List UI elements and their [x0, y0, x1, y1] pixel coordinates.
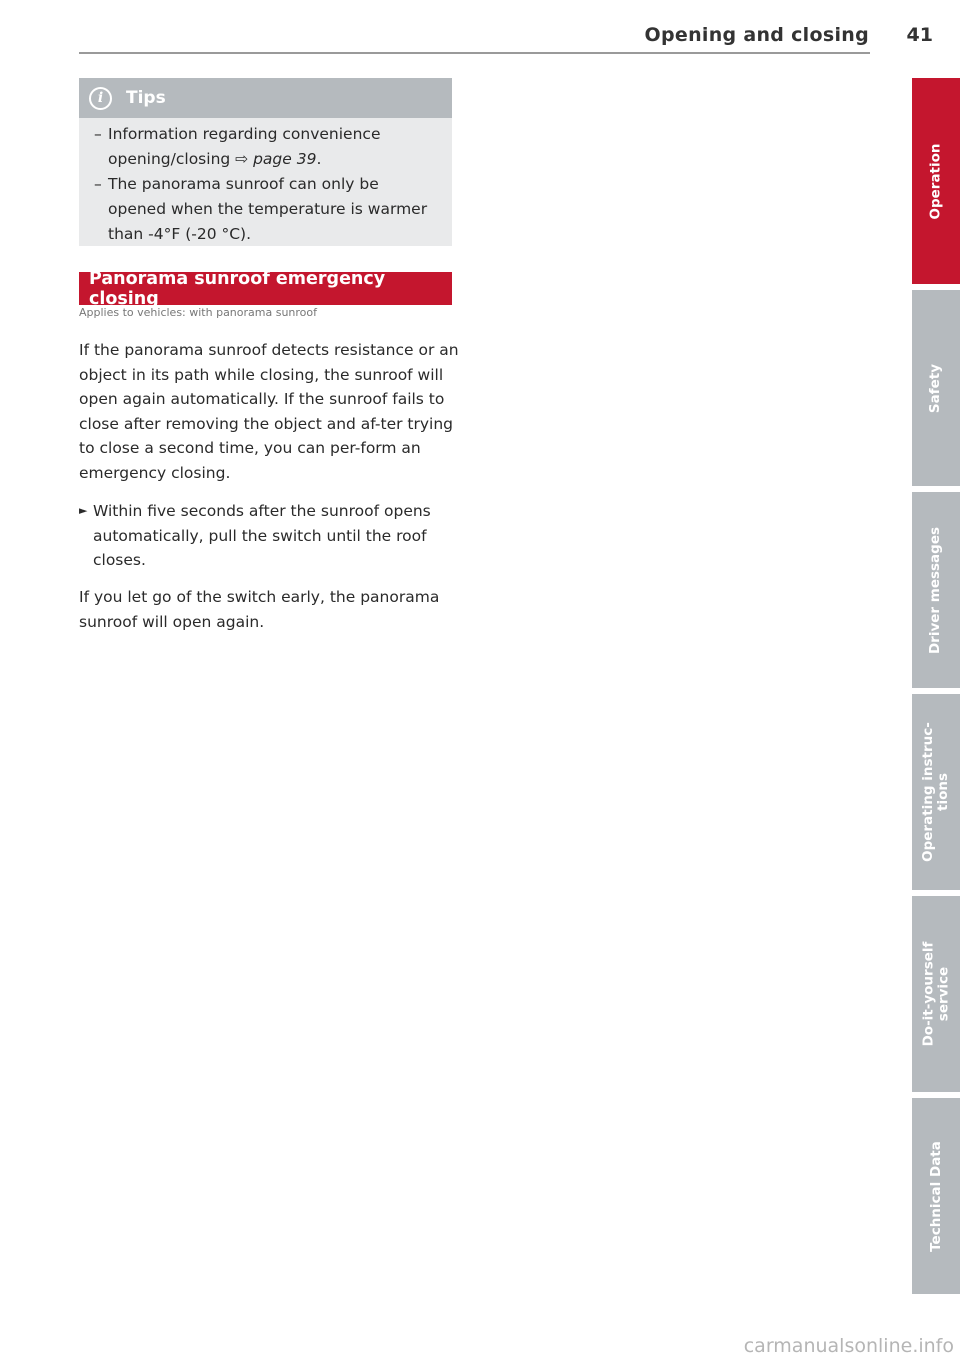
instruction-step — [79, 499, 459, 573]
body-paragraph: If you let go of the switch early, the panorama sunroof will open again. — [79, 588, 440, 631]
tips-item — [94, 172, 438, 247]
section-title: Panorama sunroof emergency closing — [89, 268, 386, 309]
chapter-tab-driver-messages[interactable] — [912, 492, 960, 688]
tips-list — [79, 118, 452, 247]
info-circle-icon: i — [89, 87, 112, 110]
tips-box — [79, 78, 452, 246]
tips-title: Tips — [126, 88, 166, 108]
chapter-tab-label: Operating instruc- tions — [920, 722, 952, 862]
chapter-tab-label: Driver messages — [927, 526, 944, 654]
section-heading-bar — [79, 268, 452, 309]
chapter-tab-label: Safety — [927, 363, 944, 413]
tips-item-text: The panorama sunroof can only be opened when the temperature is warmer than -4°F (-20 °C). — [108, 175, 428, 243]
watermark: carmanualsonline.info — [743, 1335, 954, 1357]
tips-header — [79, 78, 452, 118]
chapter-tab-label: Operation — [927, 142, 944, 220]
tips-item-suffix: . — [316, 150, 322, 168]
tips-item-text: Information regarding convenience opening/closing — [108, 125, 381, 168]
chapter-tab-label: Technical Data — [927, 1140, 944, 1252]
chapter-tab-label: Do-it-yourself service — [920, 941, 951, 1047]
step-arrow-icon: ► — [79, 504, 88, 517]
applies-to-note: Applies to vehicles: with panorama sunroof — [79, 306, 318, 319]
body-paragraph: If the panorama sunroof detects resistance or an object in its path while closing, the sunroof will open again automatically. If the sunroof fails to close after removing the object and af-ter trying to close a second time, you can per-form an emergency closing. — [79, 341, 459, 482]
page-number: 41 — [906, 24, 933, 46]
chapter-tab-safety[interactable] — [912, 290, 960, 486]
instruction-step-text: Within five seconds after the sunroof opens automatically, pull the switch until the roof closes. — [93, 502, 431, 570]
chapter-tab-operation[interactable] — [912, 78, 960, 284]
running-header-title: Opening and closing — [644, 24, 869, 46]
chapter-tab-do-it-yourself-service[interactable] — [912, 896, 960, 1092]
chapter-tab-technical-data[interactable] — [912, 1098, 960, 1294]
tips-item — [94, 122, 438, 172]
header-rule — [79, 52, 870, 54]
chapter-tab-operating-instructions[interactable] — [912, 694, 960, 890]
page-reference-link[interactable]: ⇨ page 39 — [235, 150, 317, 168]
